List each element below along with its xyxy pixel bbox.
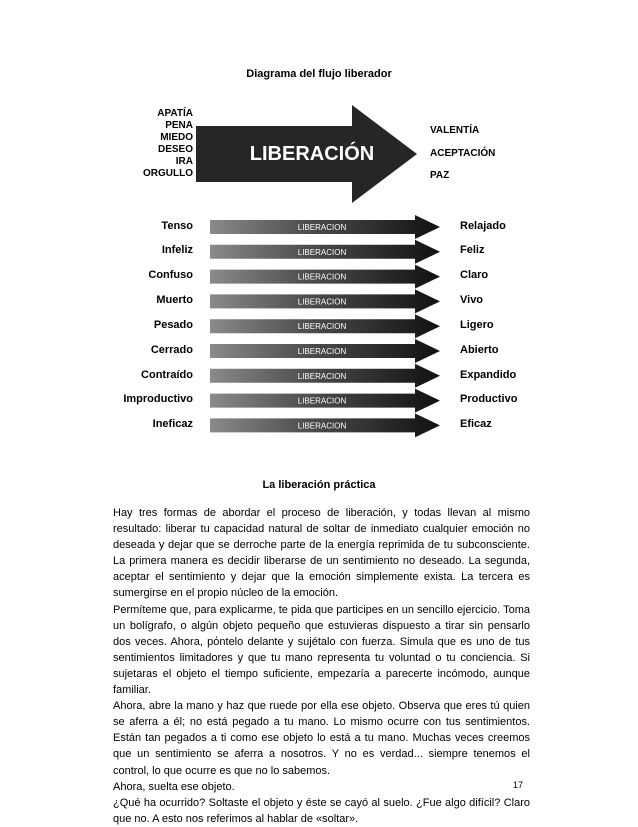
- state-paz: PAZ: [430, 170, 450, 181]
- row-from-infeliz: Infeliz: [161, 244, 193, 256]
- row-to-vivo: Vivo: [460, 294, 484, 306]
- row-to-claro: Claro: [460, 269, 489, 281]
- liberation-arrow-label: LIBERACION: [297, 297, 347, 307]
- row-to-feliz: Feliz: [460, 244, 485, 256]
- row-to-ligero: Ligero: [460, 319, 494, 331]
- state-apatia: APATÍA: [157, 108, 193, 119]
- paragraph: Ahora, abre la mano y haz que ruede por ella ese objeto. Observa que eres tú quien se aferra a él; no está pegado a tu mano. Lo mismo ocurre con tus sentimientos. Están tan pegados a ti como ese objeto lo está a tu mano. Muchas veces creemos que un sentimiento se aferra a nosotros. Y no es verdad... siempre tenemos el control, lo que ocurre es que no lo sabemos.: [113, 700, 530, 777]
- section-title: La liberación práctica: [262, 479, 376, 491]
- row-to-abierto: Abierto: [460, 344, 499, 356]
- row-from-confuso: Confuso: [148, 269, 193, 281]
- state-orgullo: ORGULLO: [143, 168, 193, 179]
- row-from-contraido: Contraído: [141, 369, 193, 381]
- state-pena: PENA: [165, 120, 193, 131]
- state-deseo: DESEO: [157, 144, 193, 155]
- paragraph: Permíteme que, para explicarme, te pida que participes en un sencillo ejercicio. Toma un bolígrafo, o algún objeto pequeño que estuvieras dispuesto a tirar sin pensarlo dos veces. Ahora, pόntelo delante y sujétalo con fuerza. Simula que es uno de tus sentimientos limitadores y que tu mano representa tu voluntad o tu conciencia. Si sujetaras el objeto el tiempo suficiente, empezaría a parecerte incómodo, aunque familiar.: [113, 603, 530, 697]
- paragraph: ¿Qué ha ocurrido? Soltaste el objeto y éste se cayó al suelo. ¿Fue algo difícil? Claro que no. A esto nos referimos al hablar de «soltar».: [113, 796, 530, 825]
- diagram-title: Diagrama del flujo liberador: [246, 68, 392, 80]
- liberation-arrow-label: LIBERACION: [297, 421, 347, 431]
- row-from-muerto: Muerto: [156, 294, 193, 306]
- row-from-cerrado: Cerrado: [150, 344, 193, 356]
- row-from-tenso: Tenso: [161, 220, 193, 232]
- liberation-arrow-label: LIBERACION: [297, 347, 347, 356]
- state-aceptacion: ACEPTACIÓN: [430, 148, 496, 159]
- liberation-arrow-label: LIBERACION: [297, 272, 347, 282]
- row-from-improductivo: Improductivo: [123, 393, 193, 405]
- state-valentia: VALENTÍA: [430, 125, 480, 136]
- liberation-arrow-label: LIBERACION: [297, 223, 347, 232]
- paragraph: Ahora, suelta ese objeto.: [113, 780, 235, 793]
- row-to-relajado: Relajado: [460, 220, 506, 232]
- row-to-productivo: Productivo: [460, 393, 518, 405]
- paragraph: Hay tres formas de abordar el proceso de liberación, y todas llevan al mismo resultado: liberar tu capacidad natural de soltar de inmediato cualquier emoción no deseada y dejar que se derroche parte de la energía reprimida de tu subconsciente. La primera manera es decidir liberarse de un sentimiento no deseado. La segunda, aceptar el sentimiento y dejar que la emoción simplemente exista. La tercera es sumergirse en el propio núcleo de la emoción.: [113, 507, 530, 600]
- row-from-pesado: Pesado: [153, 319, 193, 331]
- main-arrow-label: LIBERACIÓN: [249, 143, 375, 165]
- row-from-ineficaz: Ineficaz: [152, 418, 193, 430]
- liberation-arrow-label: LIBERACION: [297, 247, 347, 257]
- state-miedo: MIEDO: [160, 132, 193, 143]
- row-to-expandido: Expandido: [460, 369, 517, 381]
- body-text: [113, 505, 530, 827]
- liberation-arrow-label: LIBERACION: [297, 371, 347, 381]
- liberation-arrow-label: LIBERACION: [297, 322, 347, 332]
- row-to-eficaz: Eficaz: [460, 418, 492, 430]
- page-number: 17: [513, 780, 524, 790]
- state-ira: IRA: [175, 156, 193, 167]
- liberation-arrow-label: LIBERACION: [297, 396, 347, 406]
